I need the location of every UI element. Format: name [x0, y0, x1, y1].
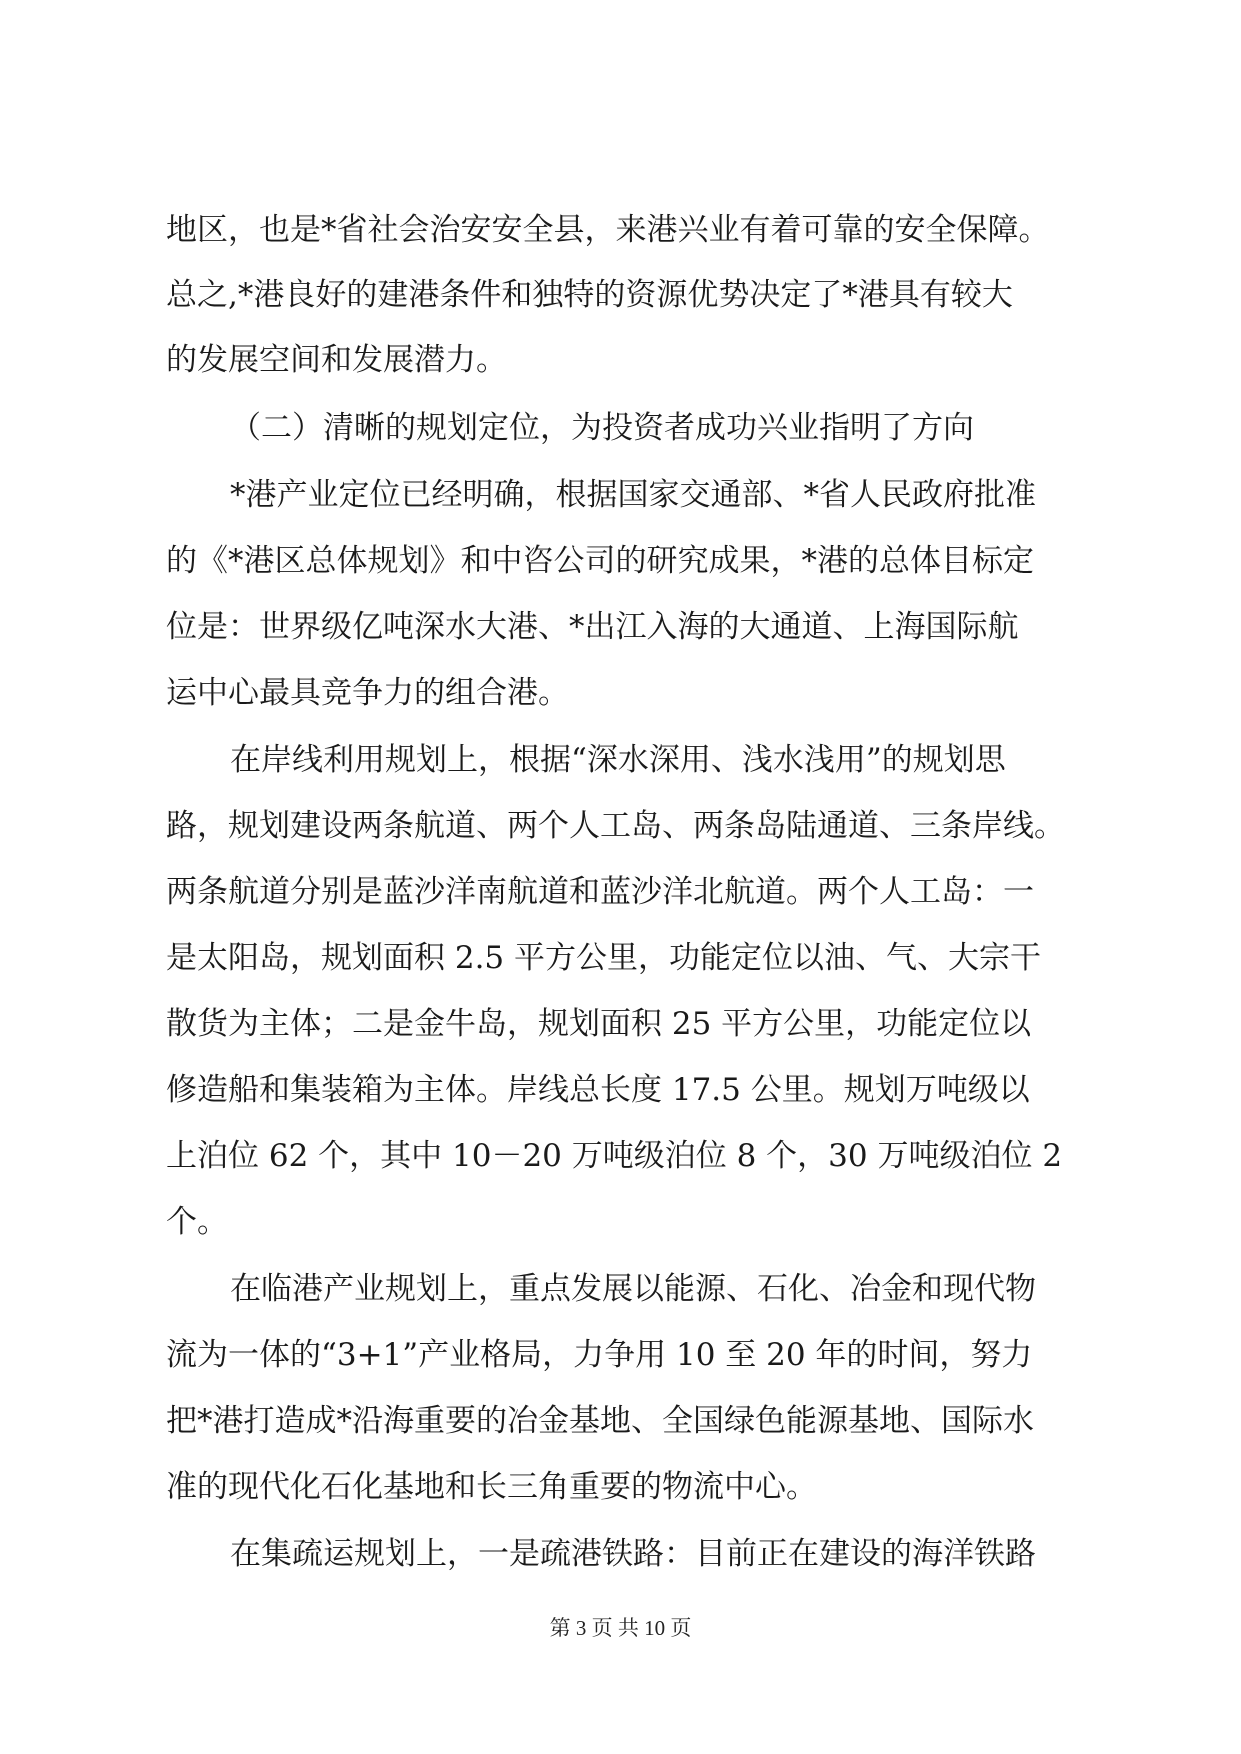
body-text-line: 两条航道分别是蓝沙洋南航道和蓝沙洋北航道。两个人工岛：一	[166, 874, 1034, 910]
body-text-line: 运中心最具竞争力的组合港。	[166, 675, 569, 711]
body-text-line: 地区，也是*省社会治安安全县，来港兴业有着可靠的安全保障。	[166, 212, 1050, 248]
body-text-line: 流为一体的“3+1”产业格局，力争用 10 至 20 年的时间，努力	[166, 1337, 1033, 1373]
section-heading: （二）清晰的规划定位，为投资者成功兴业指明了方向	[230, 410, 974, 446]
body-text-line: 在集疏运规划上，一是疏港铁路：目前正在建设的海洋铁路	[230, 1536, 1036, 1572]
body-text-line: 修造船和集装箱为主体。岸线总长度 17.5 公里。规划万吨级以	[166, 1072, 1030, 1108]
body-text-line: 个。	[166, 1204, 228, 1240]
page-number-footer: 第 3 页 共 10 页	[549, 1616, 692, 1640]
body-text-line: *港产业定位已经明确，根据国家交通部、*省人民政府批准	[230, 477, 1036, 513]
body-text-line: 的《*港区总体规划》和中咨公司的研究成果，*港的总体目标定	[166, 543, 1034, 579]
body-text-line: 是太阳岛，规划面积 2.5 平方公里，功能定位以油、气、大宗干	[166, 940, 1042, 976]
body-text-line: 的发展空间和发展潜力。	[166, 342, 507, 378]
body-text-line: 把*港打造成*沿海重要的冶金基地、全国绿色能源基地、国际水	[166, 1403, 1034, 1439]
body-text-line: 位是：世界级亿吨深水大港、*出江入海的大通道、上海国际航	[166, 609, 1019, 645]
body-text-line: 总之,*港良好的建港条件和独特的资源优势决定了*港具有较大	[166, 277, 1013, 313]
body-text-line: 准的现代化石化基地和长三角重要的物流中心。	[166, 1469, 817, 1505]
body-text-line: 散货为主体；二是金牛岛，规划面积 25 平方公里，功能定位以	[166, 1006, 1032, 1042]
body-text-line: 上泊位 62 个，其中 10－20 万吨级泊位 8 个，30 万吨级泊位 2	[166, 1138, 1063, 1174]
body-text-line: 在岸线利用规划上，根据“深水深用、浅水浅用”的规划思	[230, 742, 1006, 778]
body-text-line: 在临港产业规划上，重点发展以能源、石化、冶金和现代物	[230, 1271, 1036, 1307]
body-text-line: 路，规划建设两条航道、两个人工岛、两条岛陆通道、三条岸线。	[166, 808, 1065, 844]
